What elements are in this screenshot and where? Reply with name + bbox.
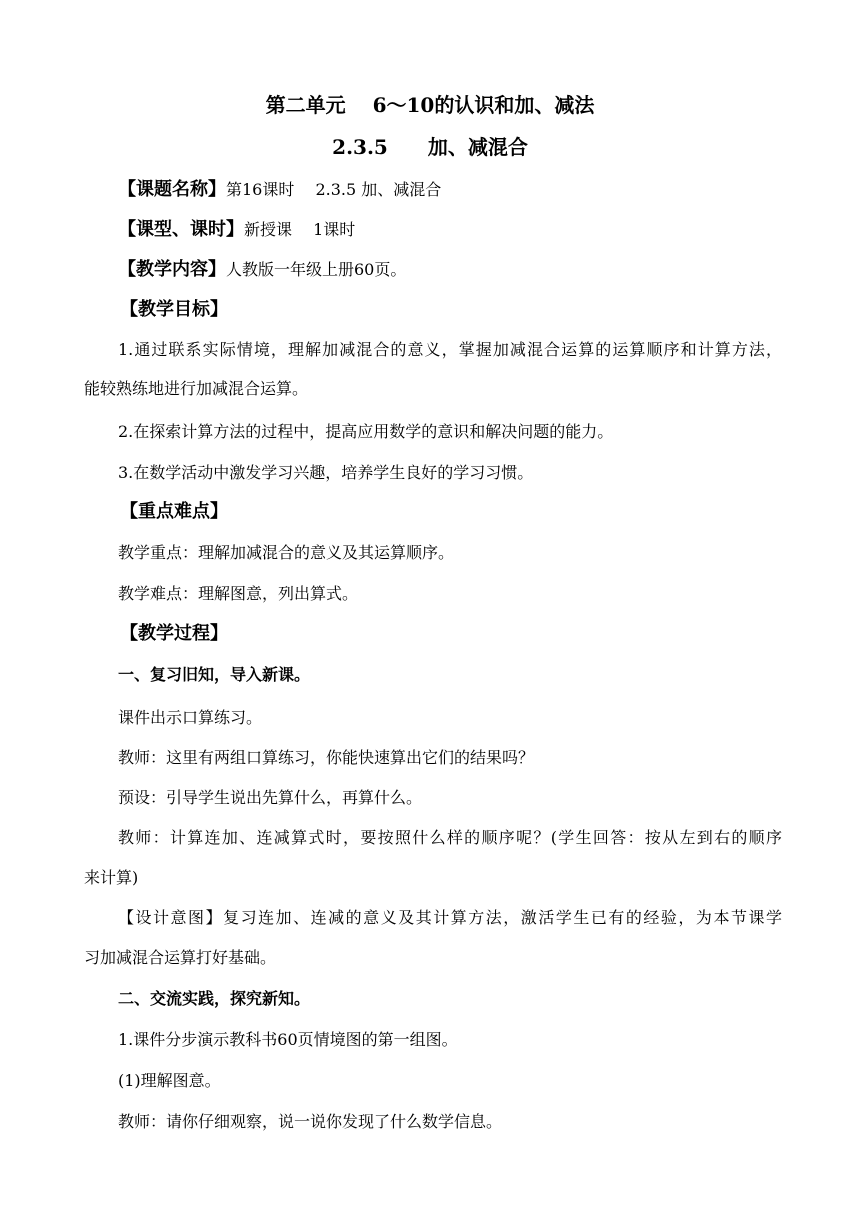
document-title: 第二单元 6～10的认识和加、减法	[265, 93, 595, 117]
lesson-title: 2.3.5 加、减混合	[332, 135, 528, 159]
key-points-heading: 【重点难点】	[120, 501, 228, 522]
goal-item-2: 2.在探索计算方法的过程中，提高应用数学的意识和解决问题的能力。	[118, 422, 614, 441]
course-name-value: 第16课时 2.3.5 加、减混合	[226, 180, 442, 199]
process-paragraph-4-line-1: 教师：计算连加、连减算式时，要按照什么样的顺序呢？(学生回答：按从左到右的顺序	[118, 828, 782, 847]
process-paragraph-3: 预设：引导学生说出先算什么，再算什么。	[118, 788, 423, 807]
design-intent-line-1: 【设计意图】复习连加、连减的意义及其计算方法，激活学生已有的经验，为本节课学	[118, 908, 782, 927]
type-label: 【课型、课时】	[118, 219, 244, 240]
type-value: 新授课 1课时	[244, 220, 356, 239]
content-label: 【教学内容】	[118, 259, 226, 280]
goal-item-1-line-1: 1.通过联系实际情境，理解加减混合的意义，掌握加减混合运算的运算顺序和计算方法，	[118, 340, 782, 359]
process-paragraph-2: 教师：这里有两组口算练习，你能快速算出它们的结果吗？	[118, 748, 535, 767]
process-paragraph-7: 教师：请你仔细观察，说一说你发现了什么数学信息。	[118, 1112, 503, 1131]
goal-item-1-line-2: 能较熟练地进行加减混合运算。	[84, 379, 309, 398]
course-name-line	[118, 178, 441, 202]
process-paragraph-5: 1.课件分步演示教科书60页情境图的第一组图。	[118, 1030, 458, 1049]
goal-item-3: 3.在数学活动中激发学习兴趣，培养学生良好的学习习惯。	[118, 463, 534, 482]
process-paragraph-6: (1)理解图意。	[118, 1071, 221, 1090]
course-name-label: 【课题名称】	[118, 179, 226, 200]
process-paragraph-4-line-2: 来计算)	[84, 868, 139, 887]
teaching-focus: 教学重点：理解加减混合的意义及其运算顺序。	[118, 543, 455, 562]
process-paragraph-1: 课件出示口算练习。	[118, 708, 263, 727]
part-2-title: 二、交流实践，探究新知。	[118, 989, 311, 1008]
design-intent-line-2: 习加减混合运算打好基础。	[84, 948, 277, 967]
part-1-title: 一、复习旧知，导入新课。	[118, 665, 311, 684]
goals-heading: 【教学目标】	[120, 299, 228, 320]
type-line	[118, 218, 355, 242]
content-value: 人教版一年级上册60页。	[226, 260, 407, 279]
teaching-difficulty: 教学难点：理解图意，列出算式。	[118, 584, 359, 603]
process-heading: 【教学过程】	[120, 623, 228, 644]
content-line	[118, 258, 406, 282]
